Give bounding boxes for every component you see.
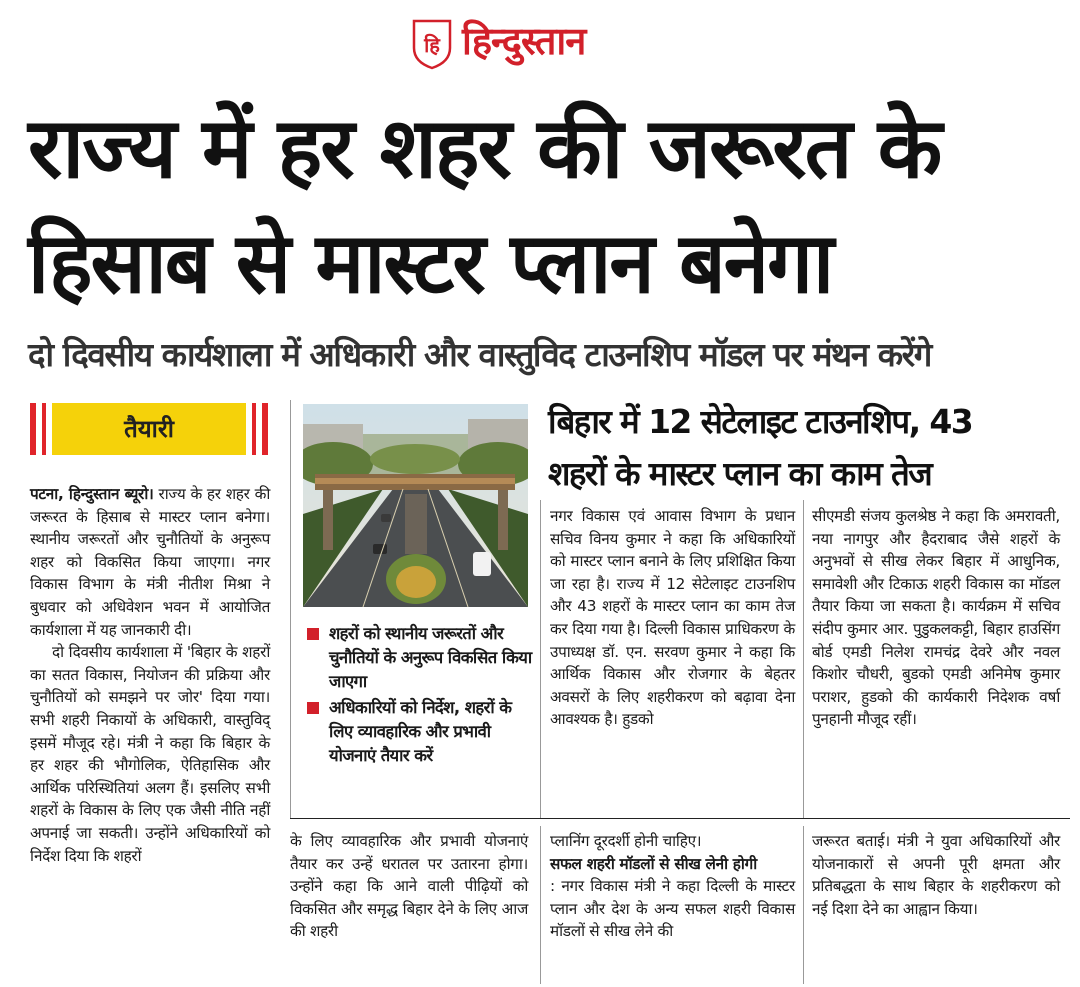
article-column-2: नगर विकास एवं आवास विभाग के प्रधान सचिव विनय कुमार ने कहा कि अधिकारियों को मास्टर प्लान बनाने के लिए प्रशिक्षित किया जा रहा है। राज्य में 12 सेटेलाइट टाउनशिप और 43 शहरों के मास्टर प्लान का काम तेज कर दिया गया है। दिल्ली विकास प्राधिकरण के उपाध्यक्ष डॉ. एन. सरवण कुमार ने कहा कि आर्थिक विकास और रोजगार के बेहतर अवसरों के लिए शहरीकरण को बढ़ावा देना आवश्यक है। हुडको [550, 507, 795, 729]
highlights-box [303, 622, 533, 770]
column-divider [803, 500, 804, 818]
subhead-line-1: बिहार में 12 सेटेलाइट टाउनशिप, 43 [548, 402, 973, 441]
headline-line-1: राज्य में हर शहर की जरूरत के [28, 99, 941, 197]
subhead-line-2: शहरों के मास्टर प्लान का काम तेज [548, 454, 932, 493]
section-tag [30, 403, 268, 455]
column-1-para-1: राज्य के हर शहर की जरूरत के हिसाब से मास्टर प्लान बनेगा। स्थानीय जरूरतों और चुनौतियों के अनुरूप शहर को विकसित किया जाएगा। नगर विकास विभाग के मंत्री नीतीश मिश्रा ने बुधवार को अधिवेशन भवन में आयोजित कार्यशाला में यह जानकारी दी। [30, 485, 270, 639]
newspaper-name: हिन्दुस्तान [462, 19, 586, 63]
bottom-column-2-text: : नगर विकास मंत्री ने कहा दिल्ली के मास्टर प्लान और देश के अन्य सफल शहरी विकास मॉडलों से सीख लेने की [550, 877, 795, 941]
section-tag-label: तैयारी [124, 415, 174, 443]
article-column-3: सीएमडी संजय कुलश्रेष्ठ ने कहा कि अमरावती, नया नागपुर और हैदराबाद जैसे शहरों के अनुभवों से सीख लेकर बिहार में आधुनिक, समावेशी और टिकाऊ शहरी विकास का मॉडल तैयार किया जा सकता है। कार्यक्रम में सचिव संदीप कुमार आर. पुडुकलकट्टी, बिहार हाउसिंग बोर्ड एमडी निलेश रामचंद्र देवरे और नवल किशोर चौधरी, बुडको एमडी अनिमेष कुमार पराशर, हुडको की कार्यकारी निदेशक वर्षा पुनहानी मौजूद रहीं। [812, 507, 1060, 729]
bottom-column-2-line-1: प्लानिंग दूरदर्शी होनी चाहिए। [550, 832, 702, 850]
square-bullet-icon [307, 628, 319, 640]
masthead [0, 8, 1080, 70]
column-divider [290, 400, 291, 818]
column-divider [540, 500, 541, 818]
column-divider [540, 826, 541, 984]
bottom-column-3: जरूरत बताई। मंत्री ने युवा अधिकारियों और योजनाकारों से अपनी पूरी क्षमता और प्रतिबद्धता के साथ बिहार के शहरीकरण को नई दिशा देने का आह्वान किया। [812, 832, 1060, 918]
newspaper-logo-icon [411, 18, 453, 70]
column-divider [803, 826, 804, 984]
bottom-column-2 [550, 830, 795, 943]
column-1-para-2: दो दिवसीय कार्यशाला में 'बिहार के शहरों का सतत विकास, नियोजन की प्रक्रिया और चुनौतियों को समझने पर जोर' दिया गया। सभी शहरी निकायों के अधिकारी, वास्तुविद् इसमें मौजूद रहे। मंत्री ने कहा कि बिहार के हर शहर की भौगोलिक, ऐतिहासिक और आर्थिक परिस्थितियां अलग हैं। इसलिए सभी शहरों के विकास के लिए एक जैसी नीति नहीं अपनाई जा सकती। उन्होंने अधिकारियों को निर्देश दिया कि शहरों [30, 643, 270, 865]
bottom-column-1: के लिए व्यावहारिक और प्रभावी योजनाएं तैयार कर उन्हें धरातल पर उतारना होगा। उन्होंने कहा कि आने वाली पीढ़ियों को विकसित और समृद्ध बिहार देने के लिए आज की शहरी [290, 832, 528, 941]
horizontal-divider [290, 818, 1070, 819]
subheadline: दो दिवसीय कार्यशाला में अधिकारी और वास्तुविद टाउनशिप मॉडल पर मंथन करेंगे [28, 335, 931, 374]
bottom-column-2-subhead: सफल शहरी मॉडलों से सीख लेनी होगी [550, 854, 757, 873]
dateline: पटना, हिन्दुस्तान ब्यूरो। [30, 485, 154, 503]
square-bullet-icon [307, 702, 319, 714]
township-photo [303, 404, 528, 607]
highlight-item: शहरों को स्थानीय जरूरतों और चुनौतियों के अनुरूप विकसित किया जाएगा [303, 622, 533, 694]
logo-glyph: हि [424, 33, 440, 57]
highlight-item: अधिकारियों को निर्देश, शहरों के लिए व्यावहारिक और प्रभावी योजनाएं तैयार करें [303, 696, 533, 768]
headline-line-2: हिसाब से मास्टर प्लान बनेगा [28, 214, 833, 312]
article-column-1 [30, 483, 270, 867]
